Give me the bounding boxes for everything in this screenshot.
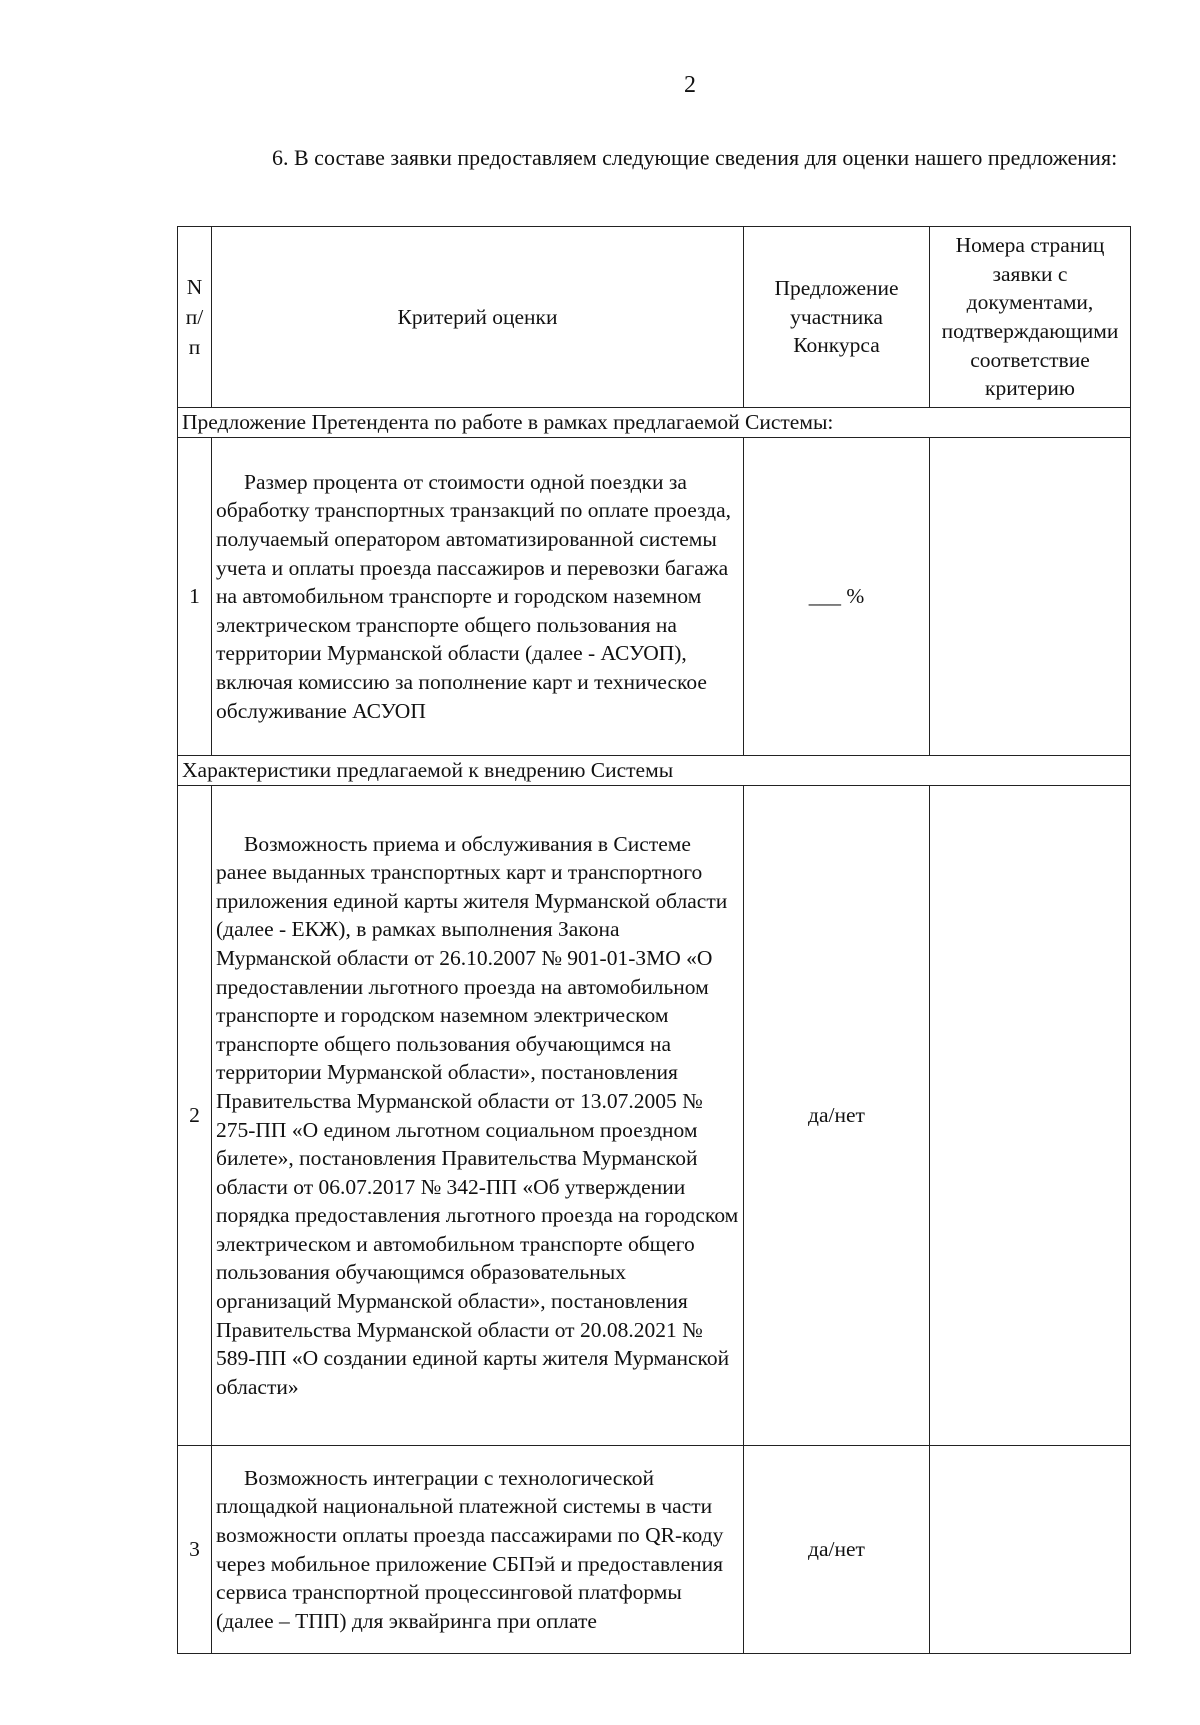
row-offer: да/нет [744,786,930,1446]
header-criterion: Критерий оценки [212,227,744,408]
row-number: 1 [178,438,212,756]
header-pages: Номера страниц заявки с документами, подтверждающими соответствие критерию [930,227,1131,408]
table-row [178,438,1131,756]
section-title-characteristics: Характеристики предлагаемой к внедрению Системы [178,756,1131,786]
header-row [178,227,1131,408]
section-row [178,408,1131,438]
row-pages [930,786,1131,1446]
header-number-line1: N [186,275,203,299]
header-offer: Предложение участника Конкурса [744,227,930,408]
row-criterion [212,1446,744,1654]
row-number: 3 [178,1446,212,1654]
row-criterion-text: Размер процента от стоимости одной поездки за обработку транспортных транзакций по оплате проезда, получаемый оператором автоматизированной системы учета и оплаты проезда пассажиров и перевозки багажа на автомобильном транспорте и городском наземном электрическом транспорте общего пользования на территории Мурманской области (далее - АСУОП), включая комиссию за пополнение карт и техническое обслуживание АСУОП [216,469,732,723]
table-row [178,786,1131,1446]
row-pages [930,1446,1131,1654]
row-criterion-text: Возможность приема и обслуживания в Системе ранее выданных транспортных карт и транспортного приложения единой карты жителя Мурманской области (далее - ЕКЖ), в рамках выполнения Закона Мурманской области от 26.10.2007 № 901-01-ЗМО «О предоставлении льготного проезда на автомобильном транспорте и городском наземном электрическом транспорте общего пользования обучающимся на территории Мурманской области», постановления Правительства Мурманской области от 13.07.2005 № 275-ПП «О едином льготном социальном проездном билете», постановления Правительства Мурманской области от 06.07.2017 № 342-ПП «Об утверждении порядка предоставления льготного проезда на городском электрическом и автомобильном транспорте общего пользования обучающимся образовательных организаций Мурманской области», постановления Правительства Мурманской области от 20.08.2021 № 589-ПП «О создании единой карты жителя Мурманской области» [216,831,739,1399]
section-row [178,756,1131,786]
row-pages [930,438,1131,756]
section-title-proposal: Предложение Претендента по работе в рамках предлагаемой Системы: [178,408,1131,438]
row-criterion [212,438,744,756]
row-number: 2 [178,786,212,1446]
row-offer: ___ % [744,438,930,756]
intro-paragraph: 6. В составе заявки предоставляем следующие сведения для оценки нашего предложения: [272,145,1118,170]
table-row [178,1446,1131,1654]
criteria-table [177,226,1131,1654]
page-number: 2 [684,72,696,98]
header-number-line2: п/п [185,305,204,359]
header-number [178,227,212,408]
row-criterion-text: Возможность интеграции с технологической площадкой национальной платежной системы в части возможности оплаты проезда пассажирами по QR-коду через мобильное приложение СБПэй и предоставления сервиса транспортной процессинговой платформы (далее – ТПП) для эквайринга при оплате [216,1465,724,1633]
row-offer: да/нет [744,1446,930,1654]
row-criterion [212,786,744,1446]
